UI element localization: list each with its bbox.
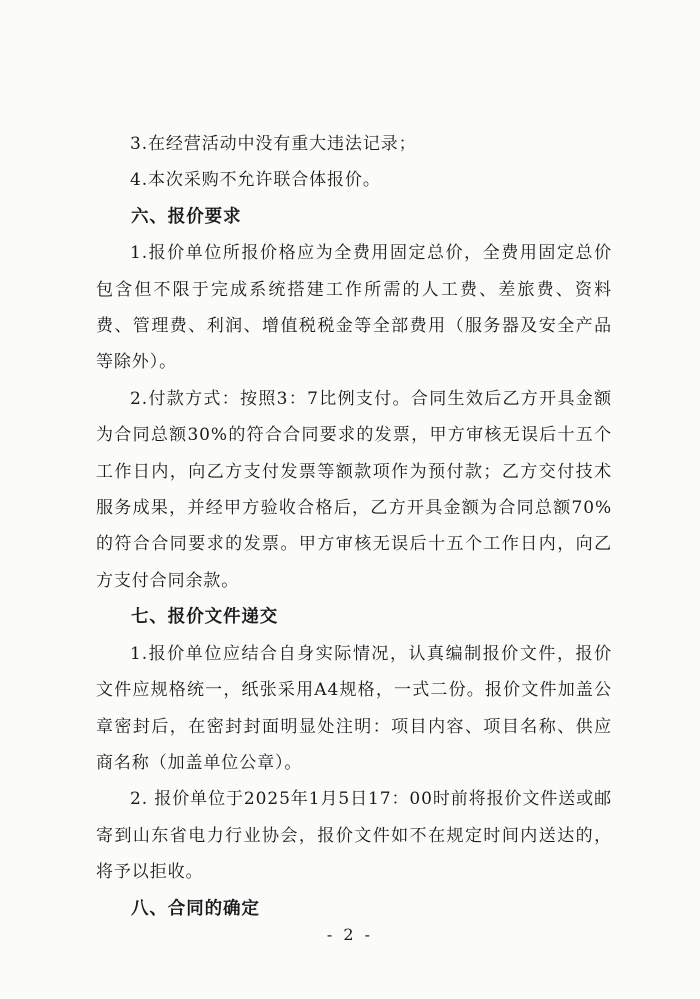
section-7-item-2: 2. 报价单位于2025年1月5日17：00时前将报价文件送或邮寄到山东省电力行业协会，报价文件如不在规定时间内送达的，将予以拒收。 [96,789,612,883]
section-6-item-2: 2.付款方式：按照3：7比例支付。合同生效后乙方开具金额为合同总额30%的符合合同要求的发票，甲方审核无误后十五个工作日内，向乙方支付发票等额款项作为预付款；乙方交付技术服务成果，并经甲方验收合格后，乙方开具金额为合同总额70%的符合合同要求的发票。甲方审核无误后十五个工作日内，向乙方支付合同余款。 [96,388,612,591]
section-6-item-1: 1.报价单位所报价格应为全费用固定总价，全费用固定总价包含但不限于完成系统搭建工作所需的人工费、差旅费、资料费、管理费、利润、增值税税金等全部费用（服务器及安全产品等除外）。 [96,243,612,373]
item-4-no-consortium: 4.本次采购不允许联合体报价。 [130,170,381,191]
section-8-heading: 八、合同的确定 [131,898,260,919]
section-6-heading: 六、报价要求 [131,206,242,227]
page-number: - 2 - [326,925,374,944]
section-7-heading: 七、报价文件递交 [131,607,279,628]
item-3-no-violations: 3.在经营活动中没有重大违法记录； [130,134,417,154]
section-7-item-1: 1.报价单位应结合自身实际情况，认真编制报价文件，报价文件应规格统一，纸张采用A4规格，一式二份。报价文件加盖公章密封后，在密封封面明显处注明：项目内容、项目名称、供应商名称（加盖单位公章）。 [96,643,612,773]
document-body [96,126,612,927]
